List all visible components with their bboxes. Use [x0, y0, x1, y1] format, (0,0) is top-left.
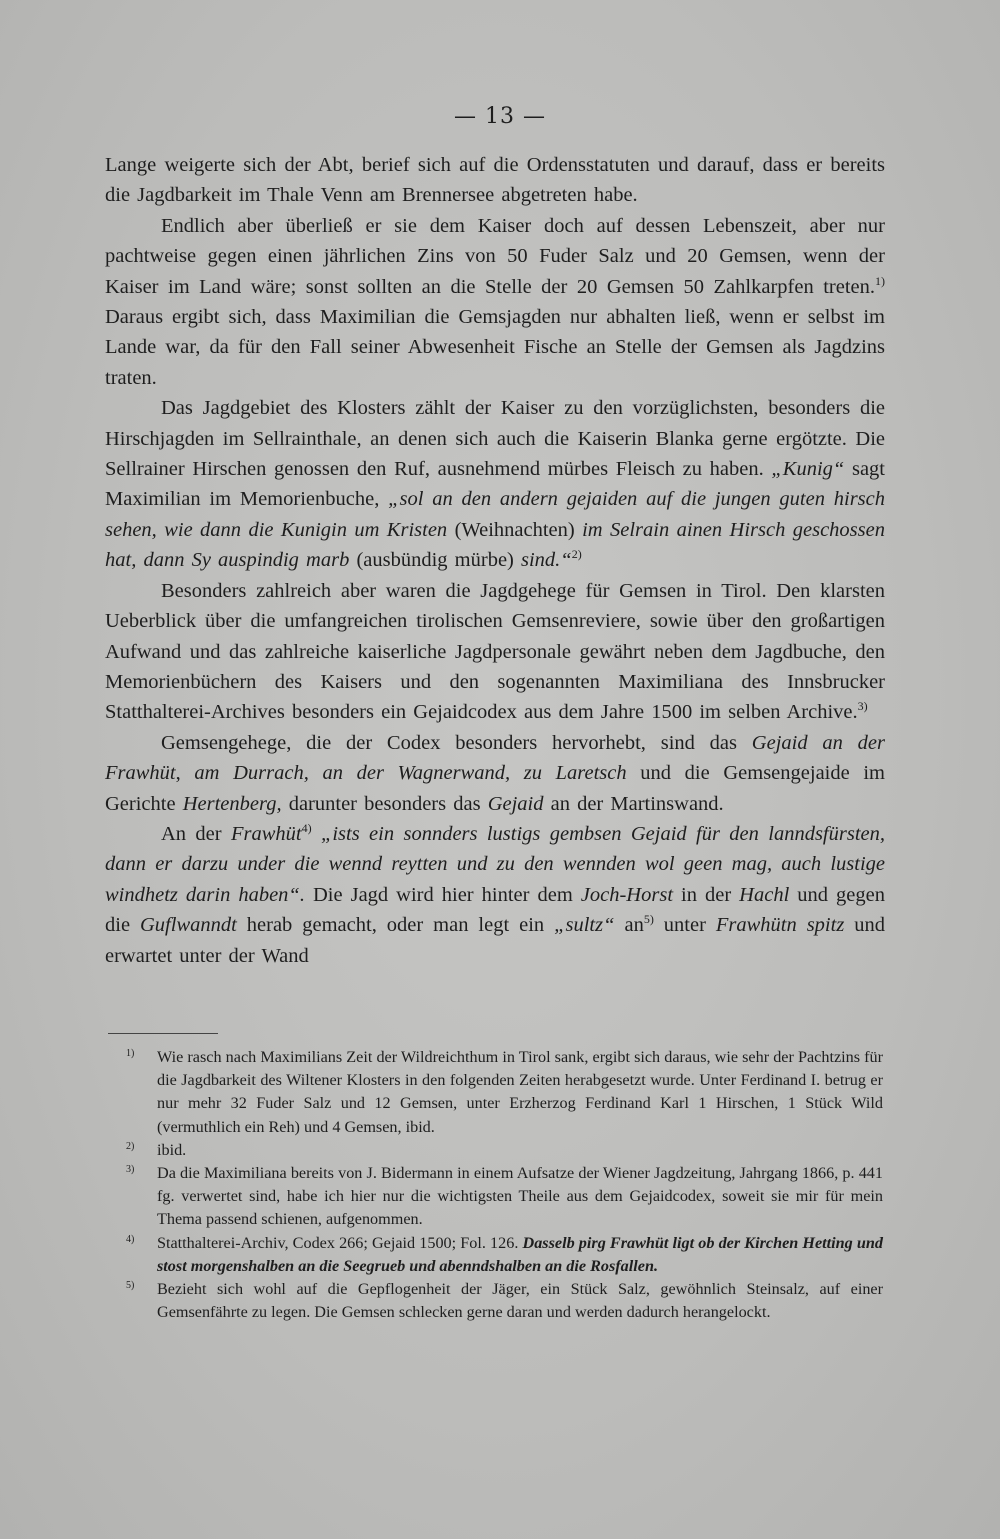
footnote-reference: 4) — [301, 820, 312, 835]
page-number: — 13 — — [454, 104, 546, 129]
footnote-marker-label: 1) — [126, 1048, 135, 1059]
text-run: (ausbündig mürbe) — [349, 549, 521, 572]
footnote-marker — [126, 1162, 134, 1185]
italic-quote: Hertenberg, — [182, 792, 282, 815]
text-run: an der Martinswand. — [543, 792, 724, 815]
footnote-reference: 2) — [571, 547, 582, 562]
italic-quote: im Selrain ainen Hirsch geschossen hat, dann Sy auspindig marb — [105, 518, 885, 572]
body-text — [105, 150, 885, 971]
italic-quote: am Durrach, an der Wagnerwand, zu Laretsch — [194, 762, 627, 785]
text-run: Daraus ergibt sich, dass Maximilian die Gemsjagden nur abhalten ließ, wenn er selbst im Lande war, da für den Fall seiner Abwesenheit Fische an Stelle der Gemsen als Jagdzins traten. — [105, 306, 885, 389]
footnote — [126, 1139, 883, 1162]
text-run: sagt Maximilian im Memorienbuche, — [105, 458, 885, 511]
footnote-marker-label: 5) — [126, 1280, 135, 1292]
footnote — [126, 1278, 883, 1324]
italic-quote: Gejaid — [487, 792, 544, 815]
text-run: darunter besonders das — [281, 792, 488, 815]
text-run: Die Jagd wird hier hinter dem — [304, 883, 581, 906]
italic-quote: „ists ein sonnders lustigs gembsen Gejaid für den lanndsfürsten, dann er darzu under die wennd reytten und zu den wennden wol geen mag, auch lustige windhetz darin haben“. — [105, 822, 885, 906]
italic-quote: „sultz“ — [554, 914, 615, 937]
text-run: an — [614, 914, 644, 937]
paragraph — [105, 576, 885, 728]
text-run: Statthalterei-Archiv, Codex 266; Gejaid 1500; Fol. 126. — [157, 1233, 523, 1252]
paragraph — [105, 819, 885, 971]
footnote-reference: 1) — [875, 273, 885, 288]
footnote-marker — [126, 1139, 134, 1162]
text-run: herab gemacht, oder man legt ein — [236, 914, 555, 937]
text-run: Gemsengehege, die der Codex besonders hervorhebt, sind das — [161, 731, 752, 754]
footnote-reference: 3) — [857, 699, 868, 714]
paragraph — [105, 393, 885, 575]
text-run: Lange weigerte sich der Abt, berief sich auf die Ordensstatuten und darauf, dass er bereits die Jagdbarkeit im Thale Venn am Brennersee abgetreten habe. — [105, 154, 885, 207]
text-run: (Weihnachten) — [447, 518, 583, 541]
footnote-marker-label: 2) — [126, 1140, 135, 1152]
footnote-marker — [126, 1278, 134, 1301]
paragraph — [105, 211, 885, 393]
footnote-divider — [108, 1033, 218, 1034]
italic-quote: „sol an den andern gejaiden auf die jungen guten hirsch sehen, wie dann die Kunigin um Kristen — [105, 488, 885, 541]
text-run: Da die Maximiliana bereits von J. Bidermann in einem Aufsatze der Wiener Jagdzeitung, Jahrgang 1866, p. 441 fg. verwertet sind, habe ich hier nur die wichtigsten Theile aus dem Gejaidcodex, soweit sie mir für mein Thema passend schienen, aufgenommen. — [157, 1164, 883, 1229]
text-run: in der — [673, 883, 740, 906]
italic-quote: Gejaid an der Frawhüt — [105, 731, 885, 785]
text-run — [312, 823, 321, 845]
italic-quote: Frawhüt — [230, 822, 302, 845]
footnote-marker-label: 3) — [126, 1164, 135, 1176]
text-run: Besonders zahlreich aber waren die Jagdgehege für Gemsen in Tirol. Den klarsten Ueberblick über die umfangreichen tirolischen Gemsenreviere, sowie über den großartigen Aufwand und das zahlreiche kaiserliche Jagdpersonale gewährt neben dem Jagdbuche, den Memorienbüchern des Kaisers und den sogenannten Maximiliana des Innsbrucker Statthalterei-Archives besonders ein Gejaidcodex aus dem Jahre 1500 im selben Archive. — [105, 579, 885, 724]
text-run: und gegen die — [105, 883, 885, 937]
text-run: Bezieht sich wohl auf die Gepflogenheit der Jäger, ein Stück Salz, gewöhnlich Steinsalz, auf einer Gemsenfährte zu legen. Die Gemsen schlecken gerne daran und werden dadurch herangelockt. — [157, 1280, 883, 1322]
italic-quote: Joch-Horst — [580, 883, 674, 906]
text-run: Wie rasch nach Maximilians Zeit der Wildreichthum in Tirol sank, ergibt sich daraus, wie sehr der Pachtzins für die Jagdbarkeit des Wiltener Klosters in den folgenden Zeiten herabgesetzt wurde. Unter Ferdinand I. betrug er nur mehr 32 Fuder Salz und 12 Gemsen, unter Erzherzog Ferdinand Karl 1 Hirschen, 1 Stück Wild (vermuthlich ein Reh) und 4 Gemsen, ibid. — [157, 1048, 883, 1136]
text-run: und erwartet unter der Wand — [105, 914, 886, 967]
text-run: unter — [653, 914, 716, 937]
footnote — [126, 1162, 883, 1232]
footnote — [126, 1232, 883, 1278]
footnote-reference: 5) — [643, 912, 654, 927]
text-run: ibid. — [157, 1140, 187, 1159]
paragraph — [105, 150, 885, 211]
text-run: , — [175, 762, 195, 785]
italic-quote: Guflwanndt — [140, 914, 237, 937]
text-run: Endlich aber überließ er sie dem Kaiser doch auf dessen Lebenszeit, aber nur pachtweise gegen einen jährlichen Zins von 50 Fuder Salz und 20 Gemsen, wenn der Kaiser im Land wäre; sonst sollten an die Stelle der 20 Gemsen 50 Zahlkarpfen treten. — [105, 214, 885, 298]
paragraph — [105, 728, 885, 819]
text-run: Das Jagdgebiet des Klosters zählt der Kaiser zu den vorzüglichsten, besonders die Hirschjagden im Sellrainthale, an denen sich auch die Kaiserin Blanka gerne ergötzte. Die Sellrainer Hirschen genossen den Ruf, ausnehmend mürbes Fleisch zu haben. — [105, 397, 885, 481]
italic-quote: „Kunig“ — [771, 458, 845, 481]
italic-quote: Frawhütn spitz — [715, 914, 845, 937]
footnote-marker — [126, 1046, 134, 1069]
footnote — [126, 1046, 883, 1139]
italic-quote: Hachl — [739, 883, 790, 906]
text-run: und die Gemsengejaide im Gerichte — [105, 762, 885, 815]
footnotes — [126, 1046, 883, 1324]
bold-italic-quote: Dasselb pirg Frawhüt ligt ob der Kirchen Hetting und stost morgenshalben an die Seegrueb und abenndshalben an die Rosfallen. — [157, 1233, 883, 1275]
italic-quote: sind.“ — [521, 549, 572, 572]
footnote-marker — [126, 1232, 134, 1255]
text-run: An der — [161, 822, 231, 845]
footnote-marker-label: 4) — [126, 1233, 135, 1245]
